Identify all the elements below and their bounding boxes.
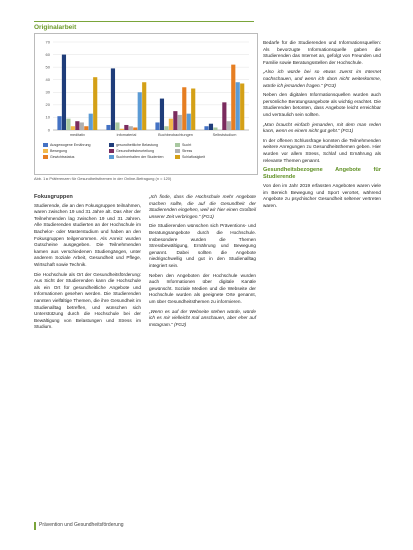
chart-legend	[43, 142, 253, 160]
x-tick-label: infomaterial	[116, 133, 137, 137]
legend-label: Bewegung	[50, 149, 67, 153]
bar	[80, 122, 84, 130]
bar	[173, 111, 177, 130]
bar	[204, 126, 208, 130]
y-tick-label: 40	[45, 77, 50, 83]
quote: „Also ich würde bei so etwas zuerst im Internet nachschauen, und wenn ich dann nicht weiterkomme, würde ich jemanden fragen.“ (FG3)	[263, 69, 381, 88]
bar	[155, 122, 159, 130]
quote: „Wenn es auf der Webseite stehen würde, würde ich es mir vielleicht mal anschauen, aber eher auf Instagram.“ (FG2)	[149, 308, 256, 327]
bar	[182, 87, 186, 130]
y-tick-label: 0	[47, 127, 50, 133]
bar	[120, 129, 124, 130]
bar	[236, 82, 240, 130]
legend-label: Schlaflosigkeit	[182, 155, 205, 159]
section-heading: Gesundheitsbezogene Angebote für Studierende	[263, 167, 381, 180]
y-tick-label: 70	[45, 39, 50, 45]
bar	[84, 126, 88, 130]
legend-swatch	[43, 155, 48, 159]
legend-label: gesundheitliche Belastung	[116, 143, 158, 147]
legend-label: Stress	[182, 149, 193, 153]
bar	[187, 114, 191, 130]
footer-journal-title: Prävention und Gesundheitsförderung	[39, 522, 124, 528]
bar	[93, 77, 97, 130]
bar	[169, 119, 173, 130]
y-tick-label: 30	[45, 89, 50, 95]
legend-item	[175, 154, 241, 160]
legend-swatch	[109, 143, 114, 147]
bar	[75, 121, 79, 130]
quote: „Man braucht einfach jemanden, mit dem man reden kann, wenn es einem nicht gut geht.“ (FG1)	[263, 121, 381, 134]
bar	[124, 125, 128, 130]
bar-chart	[35, 34, 257, 142]
section-rule	[34, 21, 254, 22]
bar	[71, 126, 75, 130]
legend-label: Suchtverhalten der Studenten	[116, 155, 164, 159]
bar	[231, 65, 235, 130]
figure-caption: Abb. 1 ▸ Präferenzen für Gesundheitsthemen in der Online-Befragung (n = 120)	[34, 176, 172, 181]
legend-item	[109, 154, 175, 160]
bar	[138, 92, 142, 130]
y-tick-label: 20	[45, 102, 50, 108]
legend-swatch	[43, 143, 48, 147]
bar	[209, 124, 213, 130]
bar	[178, 115, 182, 130]
legend-swatch	[175, 143, 180, 147]
subheading: Fokusgruppen	[34, 194, 73, 200]
legend-swatch	[109, 155, 114, 159]
bar	[57, 116, 61, 130]
section-label: Originalarbeit	[34, 24, 77, 31]
paragraph: In der offenen Schlussfrage konnten die Teilnehmenden weitere Anregungen zu Gesundheitsthemen geben. Hier wurden vor allem Stress, Schlaf und Ernährung als relevante Themen genannt.	[263, 137, 381, 163]
bar	[66, 119, 70, 130]
bar	[222, 102, 226, 130]
bar	[115, 122, 119, 130]
bar	[164, 126, 168, 130]
bar	[160, 99, 164, 130]
legend-swatch	[109, 149, 114, 153]
bar	[89, 114, 93, 130]
legend-swatch	[43, 149, 48, 153]
legend-label: Ausgewogene Ernährung	[50, 143, 91, 147]
bar	[129, 126, 133, 130]
paragraph: Von den im Jahr 2019 erfassten Angeboten waren viele im Bereich Bewegung und Sport verortet, während Angebote zu psychischer Gesundheit seltener vertreten waren.	[263, 183, 381, 209]
paragraph: Neben den Angeboten der Hochschule wurden auch Informationen über digitale Kanäle gewünscht. Soziale Medien und die Webseite der Hochschule wurden als geeignete Orte genannt, um über Gesundheitsthemen zu informieren.	[149, 272, 256, 304]
figure-box	[34, 33, 258, 175]
y-tick-label: 60	[45, 51, 50, 57]
x-tick-label: meditativ	[69, 133, 86, 137]
bar	[142, 82, 146, 130]
legend-swatch	[175, 149, 180, 153]
legend-label: Sucht	[182, 143, 192, 147]
bar	[111, 68, 115, 130]
body-column-2	[149, 194, 256, 331]
bar	[133, 127, 137, 130]
y-tick-label: 10	[45, 114, 50, 120]
bar	[62, 55, 66, 130]
paragraph: Bedarfe für die Studierenden und Informationsquellen: Als bevorzugte Informationsquelle gaben die Studierenden das Internet an, gefolgt von Freunden und Familie sowie Beratungsstellen der Hochschule.	[263, 40, 381, 65]
bar	[240, 83, 244, 130]
quote: „Ich finde, dass die Hochschule mehr Angebote machen sollte, die auf die Gesundheit der Studierenden eingehen, weil wir hier einen Großteil unserer Zeit verbringen.“ (FG1)	[149, 194, 256, 219]
body-column-1	[34, 194, 141, 334]
legend-label: Gesundheitsbeurteilung	[116, 149, 154, 153]
bar	[213, 127, 217, 130]
legend-label: Gewichtsstatus	[50, 155, 75, 159]
paragraph: Neben den digitalen Informationsquellen wurden auch persönliche Beratungsangebote als wichtig erachtet. Die Studierenden betonten, dass Angebote leicht erreichbar und vertraulich sein sollten.	[263, 92, 381, 117]
bar	[106, 125, 110, 130]
paragraph: Studierende, die an den Fokusgruppen teilnahmen, waren zwischen 19 und 31 Jahre alt. Das Alter der Teilnehmenden lag zwischen 19 und 31 Jahren. Alle Studierenden studierten an der Hochschule im Bachelor- oder Masterstudium und haben an den Fokusgruppen teilgenommen. Als Anreiz wurden Gutscheine ausgegeben. Die Teilnehmenden kamen aus verschiedenen Studiengängen, unter anderem Soziale Arbeit, Gesundheit und Pflege, Wirtschaft sowie Technik.	[34, 202, 141, 267]
bar	[191, 89, 195, 130]
legend-swatch	[175, 155, 180, 159]
x-tick-label: Selbststudium	[212, 133, 237, 137]
x-tick-label: Buchbeobachtungen	[158, 133, 193, 137]
paragraph: Die Studierenden wünschen sich Präventions- und Beratungsangebote durch die Hochschule. Insbesondere wurden die Themen Stressbewältigung, Ernährung und Bewegung genannt. Dabei sollten die Angebote niedrigschwellig und gut in den Studienalltag integriert sein.	[149, 223, 256, 268]
footer-accent	[34, 522, 36, 530]
legend-item	[43, 154, 109, 160]
bar	[227, 121, 231, 130]
y-tick-label: 50	[45, 64, 50, 70]
body-column-3	[263, 40, 381, 213]
paragraph: Die Hochschule als Ort der Gesundheitsförderung: Aus Sicht der Studierenden kann die Hochschule als ein Ort für gesundheitliche Angebote und Informationen gesehen werden. Die Studierenden nannten vielfältige Themen, die ihre Gesundheit im Studienalltag betreffen, und wünschen sich Unterstützung durch die Hochschule bei der Bewältigung von Belastungen und Stress im Studium.	[34, 271, 141, 330]
